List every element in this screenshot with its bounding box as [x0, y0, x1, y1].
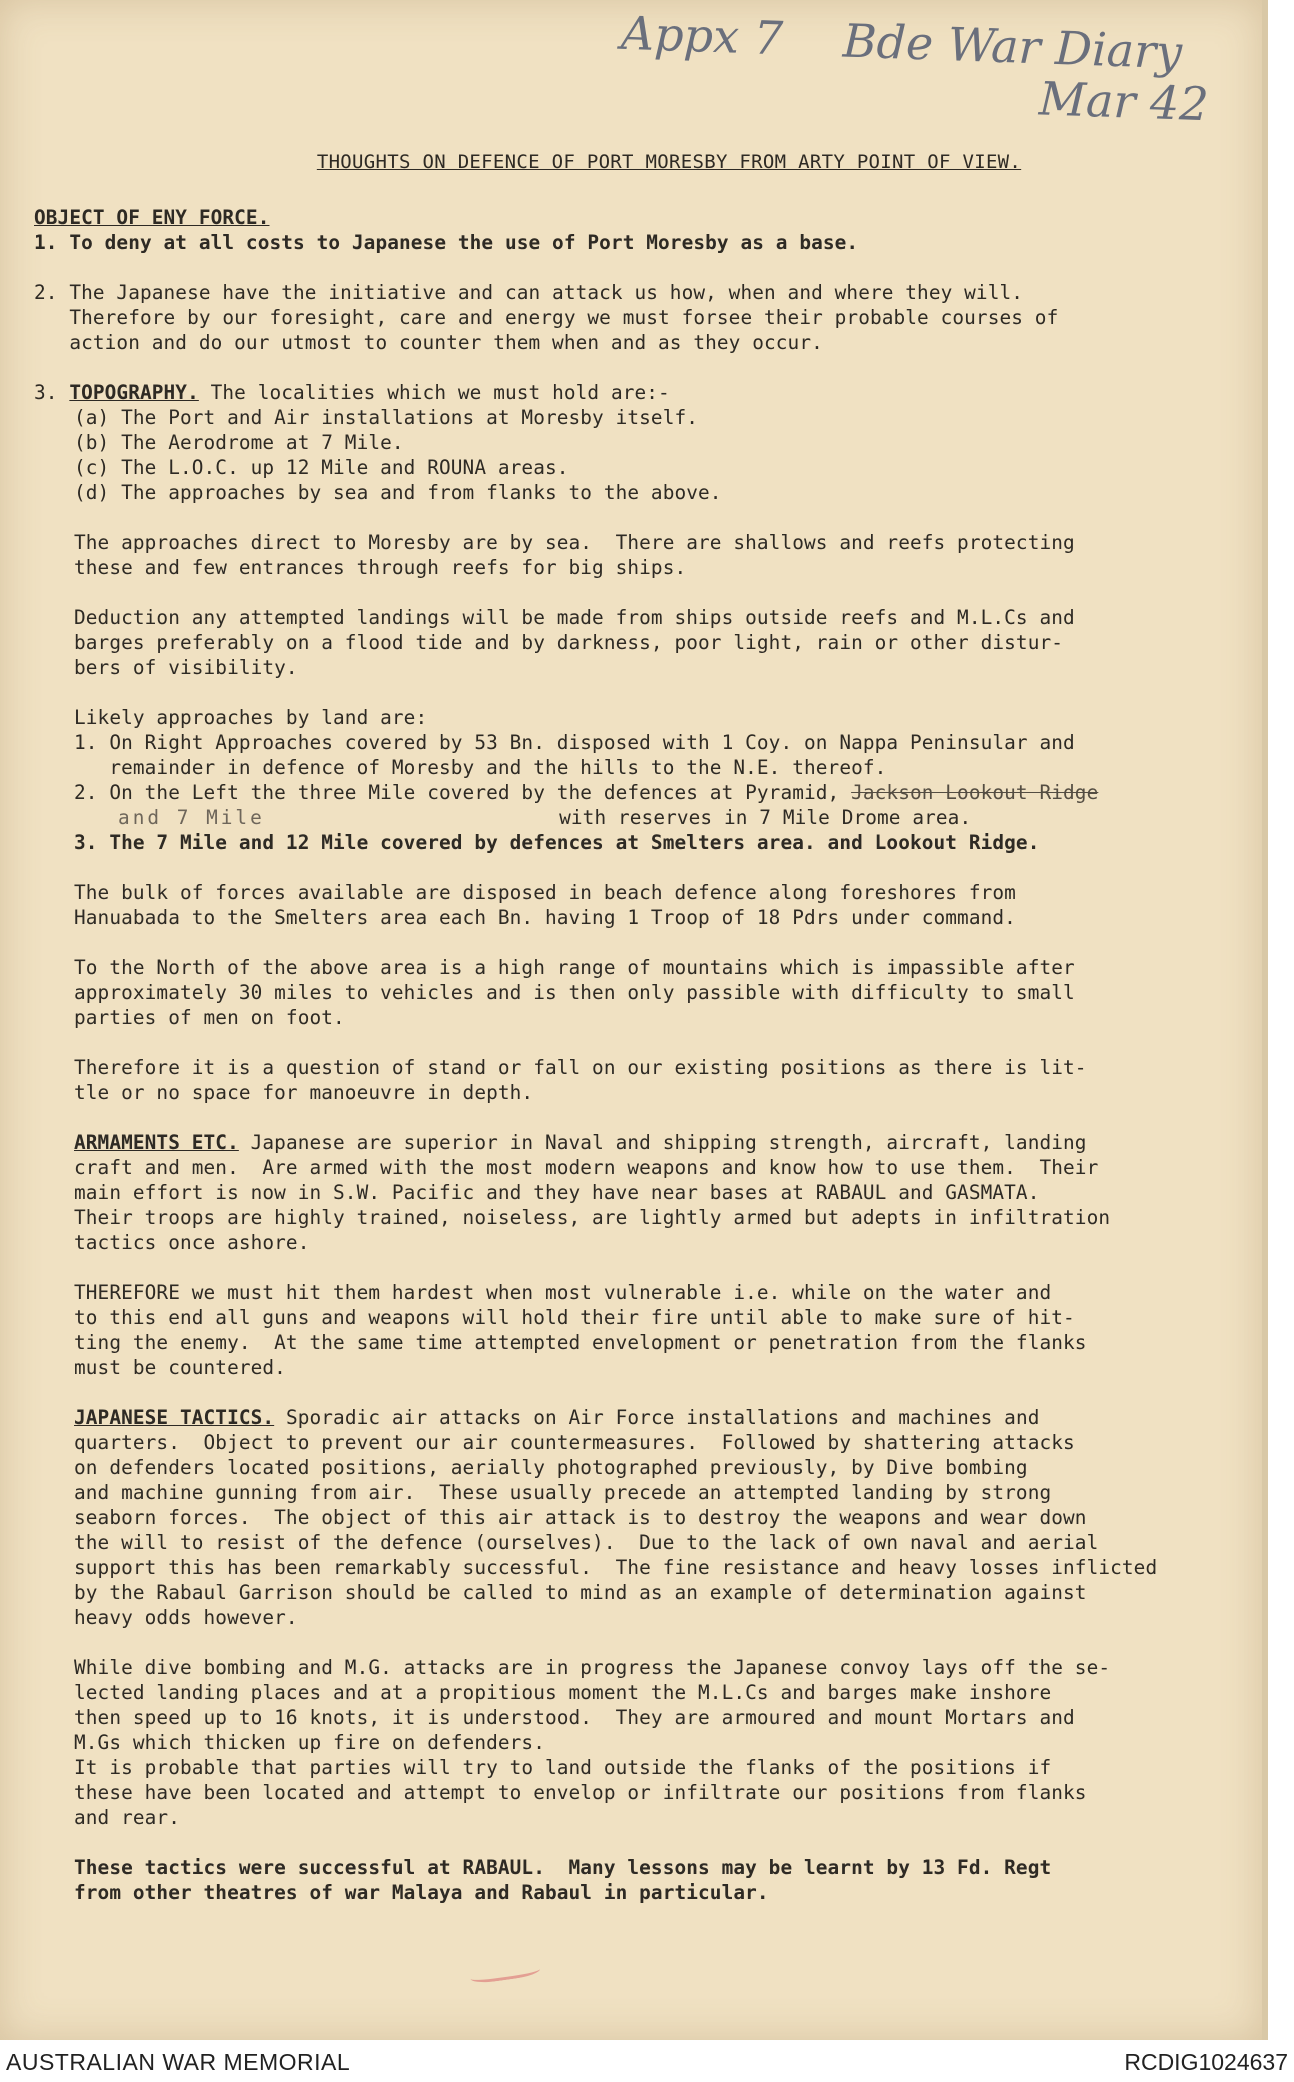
tactics-line: by the Rabaul Garrison should be called to mind as an example of determination against — [74, 1581, 1087, 1604]
object-paragraph-2-line: action and do our utmost to counter them when and as they occur. — [34, 331, 823, 354]
topography-item: (d) The approaches by sea and from flanks to the above. — [74, 481, 722, 504]
therefore-line: ting the enemy. At the same time attempted envelopment or penetration from the flanks — [74, 1331, 1087, 1354]
armaments-line: craft and men. Are armed with the most modern weapons and know how to use them. Their — [74, 1156, 1099, 1179]
object-heading: OBJECT OF ENY FORCE. — [34, 206, 270, 229]
closing-line: These tactics were successful at RABAUL. Many lessons may be learnt by 13 Fd. Regt — [74, 1856, 1052, 1879]
approaches-line: these and few entrances through reefs for big ships. — [74, 556, 687, 579]
dive-bombing-line: lected landing places and at a propitious moment the M.L.Cs and barges make inshore — [74, 1681, 1052, 1704]
land-approach-2-reserves: with reserves in 7 Mile Drome area. — [559, 806, 972, 829]
faint-text: and 7 Mile — [74, 806, 265, 829]
tactics-line: on defenders located positions, aerially photographed previously, by Dive bombing — [74, 1456, 1028, 1479]
therefore-line: must be countered. — [74, 1356, 286, 1379]
dive-bombing-line: and rear. — [74, 1806, 180, 1829]
dive-bombing-line: While dive bombing and M.G. attacks are in progress the Japanese convoy lays off the se- — [74, 1656, 1111, 1679]
bulk-forces-line: Hanuabada to the Smelters area each Bn. having 1 Troop of 18 Pdrs under command. — [74, 906, 1016, 929]
struck-text: Jackson Lookout Ridge — [851, 781, 1099, 804]
dive-bombing-line: It is probable that parties will try to land outside the flanks of the positions if — [74, 1756, 1052, 1779]
topography-heading: TOPOGRAPHY. — [69, 381, 199, 404]
land-approach-1-line: remainder in defence of Moresby and the hills to the N.E. thereof. — [74, 756, 887, 779]
land-approaches-intro: Likely approaches by land are: — [74, 706, 428, 729]
deduction-line: bers of visibility. — [74, 656, 298, 679]
armaments-line: tactics once ashore. — [74, 1231, 310, 1254]
topography-number: 3. — [34, 381, 70, 404]
object-paragraph-2-line: Therefore by our foresight, care and energy we must forsee their probable courses of — [34, 306, 1059, 329]
object-paragraph-1: 1. To deny at all costs to Japanese the use of Port Moresby as a base. — [34, 231, 859, 254]
therefore-line: THEREFORE we must hit them hardest when most vulnerable i.e. while on the water and — [74, 1281, 1052, 1304]
dive-bombing-line: then speed up to 16 knots, it is understood. They are armoured and mount Mortars and — [74, 1706, 1075, 1729]
tactics-line: seaborn forces. The object of this air attack is to destroy the weapons and wear down — [74, 1506, 1087, 1529]
tactics-line: support this has been remarkably successful. The fine resistance and heavy losses inflicted — [74, 1556, 1158, 1579]
armaments-first-line: Japanese are superior in Naval and shipping strength, aircraft, landing — [238, 1131, 1087, 1154]
annotation-date: Mar 42 — [1038, 70, 1210, 131]
dive-bombing-line: these have been located and attempt to envelop or infiltrate our positions from flanks — [74, 1781, 1087, 1804]
tactics-line: the will to resist of the defence (ourselves). Due to the lack of own naval and aerial — [74, 1531, 1099, 1554]
bulk-forces-line: The bulk of forces available are disposed in beach defence along foreshores from — [74, 881, 1016, 904]
footer-institution: AUSTRALIAN WAR MEMORIAL — [6, 2049, 351, 2075]
annotation-appendix: Appx 7 — [620, 5, 784, 66]
north-line: approximately 30 miles to vehicles and is then only passible with difficulty to small — [74, 981, 1075, 1004]
annotation-war-diary: Bde War Diary — [841, 13, 1184, 80]
document-body — [34, 150, 1214, 1905]
north-line: parties of men on foot. — [74, 1006, 345, 1029]
dive-bombing-line: M.Gs which thicken up fire on defenders. — [74, 1731, 545, 1754]
deduction-line: Deduction any attempted landings will be made from ships outside reefs and M.L.Cs and — [74, 606, 1075, 629]
closing-line: from other theatres of war Malaya and Rabaul in particular. — [74, 1881, 769, 1904]
tactics-line: heavy odds however. — [74, 1606, 298, 1629]
topography-intro: The localities which we must hold are:- — [198, 381, 670, 404]
therefore-line: to this end all guns and weapons will hold their fire until able to make sure of hit- — [74, 1306, 1075, 1329]
stand-or-fall-line: tle or no space for manoeuvre in depth. — [74, 1081, 534, 1104]
deduction-line: barges preferably on a flood tide and by darkness, poor light, rain or other distur- — [74, 631, 1064, 654]
archive-footer — [6, 2049, 1288, 2079]
stand-or-fall-line: Therefore it is a question of stand or fall on our existing positions as there is lit- — [74, 1056, 1087, 1079]
land-approach-2: 2. On the Left the three Mile covered by the defences at Pyramid, — [74, 781, 852, 804]
land-approach-1-line: 1. On Right Approaches covered by 53 Bn. disposed with 1 Coy. on Nappa Peninsular and — [74, 731, 1075, 754]
tactics-line: and machine gunning from air. These usually precede an attempted landing by strong — [74, 1481, 1052, 1504]
tactics-first-line: Sporadic air attacks on Air Force installations and machines and — [274, 1406, 1040, 1429]
land-approach-3: 3. The 7 Mile and 12 Mile covered by defences at Smelters area. and Lookout Ridge. — [74, 831, 1040, 854]
north-line: To the North of the above area is a high range of mountains which is impassible after — [74, 956, 1075, 979]
footer-record-id: RCDIG1024637 — [1124, 2049, 1288, 2075]
armaments-line: Their troops are highly trained, noiseless, are lightly armed but adepts in infiltration — [74, 1206, 1111, 1229]
tactics-line: quarters. Object to prevent our air countermeasures. Followed by shattering attacks — [74, 1431, 1075, 1454]
armaments-heading: ARMAMENTS ETC. — [74, 1131, 239, 1154]
page-edge — [1262, 0, 1268, 2040]
topography-item: (a) The Port and Air installations at Moresby itself. — [74, 406, 699, 429]
document-title: THOUGHTS ON DEFENCE OF PORT MORESBY FROM ARTY POINT OF VIEW. — [316, 151, 1022, 173]
object-paragraph-2-line: 2. The Japanese have the initiative and can attack us how, when and where they will. — [34, 281, 1024, 304]
topography-item: (b) The Aerodrome at 7 Mile. — [74, 431, 404, 454]
topography-item: (c) The L.O.C. up 12 Mile and ROUNA areas. — [74, 456, 569, 479]
approaches-line: The approaches direct to Moresby are by sea. There are shallows and reefs protecting — [74, 531, 1075, 554]
handwritten-annotation — [618, 5, 1211, 131]
tactics-heading: JAPANESE TACTICS. — [74, 1406, 275, 1429]
armaments-line: main effort is now in S.W. Pacific and they have near bases at RABAUL and GASMATA. — [74, 1181, 1040, 1204]
